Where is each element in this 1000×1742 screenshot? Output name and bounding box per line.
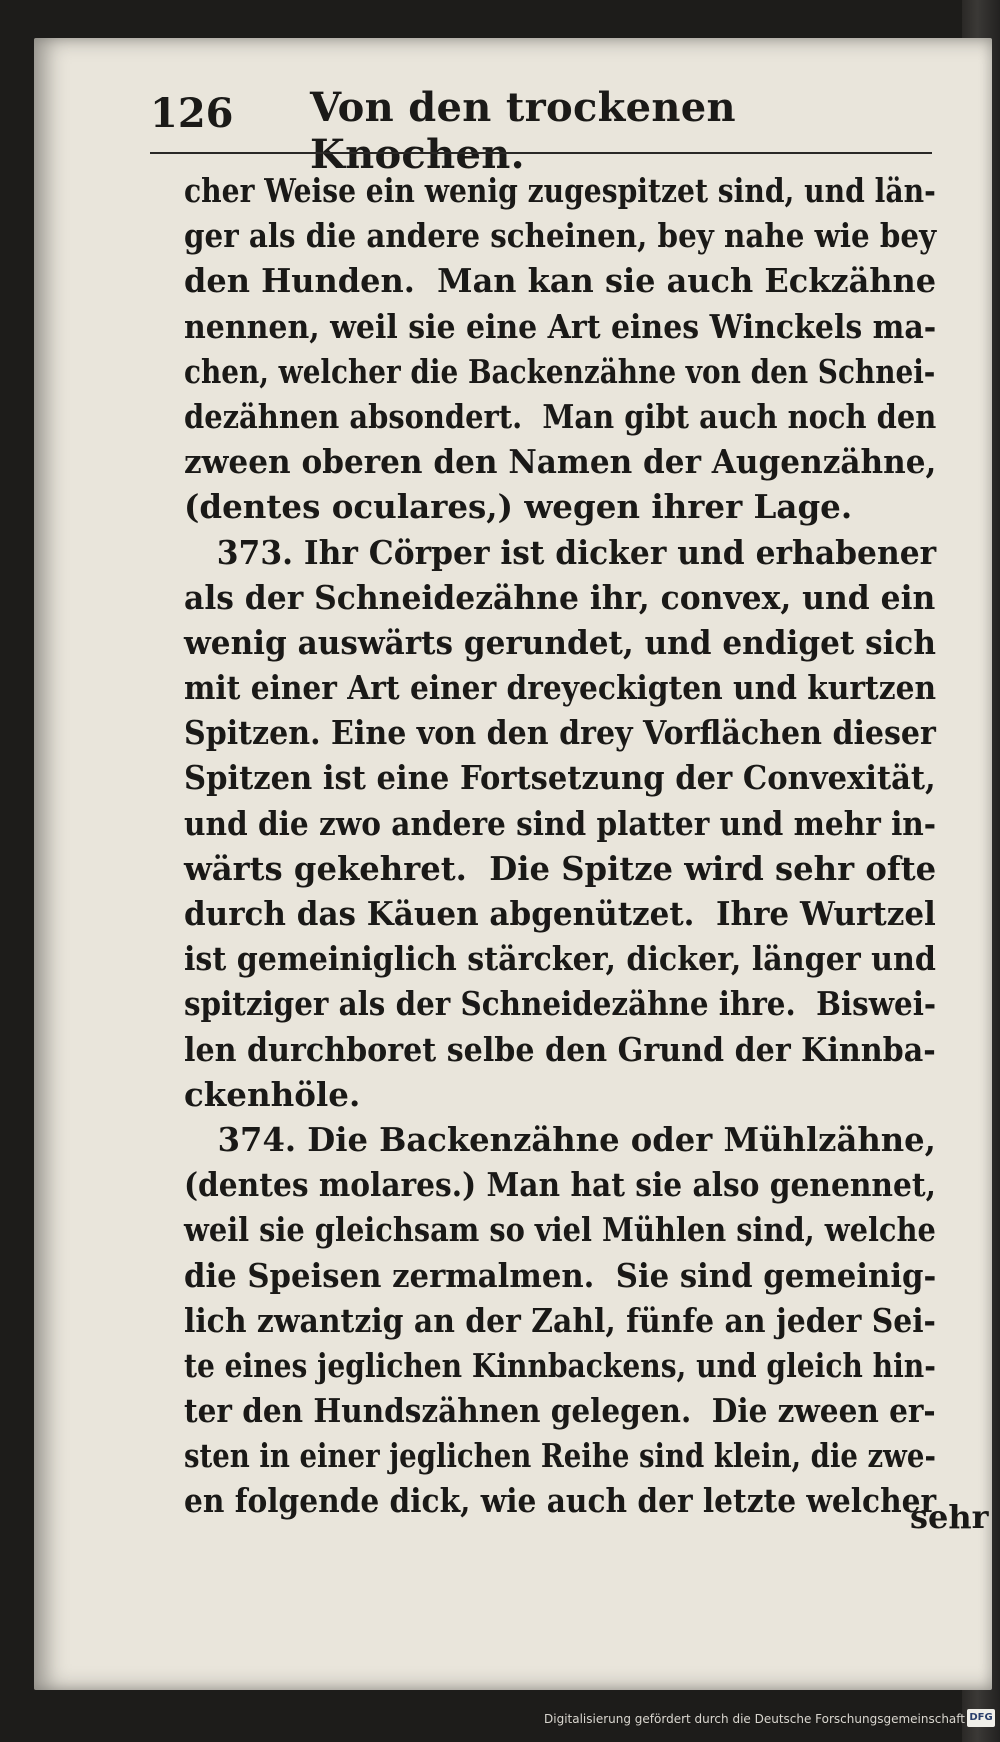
text-line: die Speisen zermalmen. Sie sind gemeinig- xyxy=(184,1255,937,1295)
text-line: dezähnen absondert. Man gibt auch noch den xyxy=(184,396,937,436)
text-line: nennen, weil sie eine Art eines Winckels ma- xyxy=(184,306,937,346)
text-line: Spitzen. Eine von den drey Vorflächen dieser xyxy=(184,713,936,753)
body-text xyxy=(184,168,958,1524)
catchword: sehr xyxy=(910,1498,989,1536)
page-header xyxy=(150,82,940,178)
text-line: spitziger als der Schneidezähne ihre. Biswei- xyxy=(184,984,937,1024)
text-line: 373. Ihr Cörper ist dicker und erhabener xyxy=(184,532,937,572)
text-line: als der Schneidezähne ihr, convex, und ein xyxy=(184,577,936,617)
text-line: (dentes molares.) Man hat sie also genennet, xyxy=(184,1165,936,1205)
text-line: und die zwo andere sind platter und mehr in- xyxy=(184,803,937,843)
text-line: den Hunden. Man kan sie auch Eckzähne xyxy=(184,261,937,301)
header-rule xyxy=(150,152,932,154)
text-line: mit einer Art einer dreyeckigten und kurtzen xyxy=(184,668,937,708)
text-line: weil sie gleichsam so viel Mühlen sind, welche xyxy=(184,1210,936,1250)
text-line: lich zwantzig an der Zahl, fünfe an jeder Sei- xyxy=(184,1300,936,1340)
digitization-credit: Digitalisierung gefördert durch die Deutsche Forschungsgemeinschaft xyxy=(544,1712,966,1726)
text-line: ist gemeiniglich stärcker, dicker, länger und xyxy=(184,939,936,979)
text-line: (dentes oculares,) wegen ihrer Lage. xyxy=(184,487,853,527)
text-line: te eines jeglichen Kinnbackens, und gleich hin- xyxy=(184,1345,936,1385)
text-line: wärts gekehret. Die Spitze wird sehr ofte xyxy=(184,848,937,888)
text-line: durch das Käuen abgenützet. Ihre Wurtzel xyxy=(184,894,936,933)
running-title: Von den trockenen Knochen. xyxy=(310,84,736,178)
page-number: 126 xyxy=(150,90,234,137)
text-line: sten in einer jeglichen Reihe sind klein, die zwe- xyxy=(184,1436,936,1476)
text-line: en folgende dick, wie auch der letzte welcher xyxy=(184,1481,937,1521)
text-line: wenig auswärts gerundet, und endiget sich xyxy=(184,622,936,662)
dfg-logo: DFG xyxy=(967,1709,995,1727)
text-line: ger als die andere scheinen, bey nahe wie bey xyxy=(184,216,937,256)
text-line: len durchboret selbe den Grund der Kinnba- xyxy=(184,1029,936,1069)
text-line: zween oberen den Namen der Augenzähne, xyxy=(184,442,937,482)
text-line: Spitzen ist eine Fortsetzung der Convexität, xyxy=(184,758,936,798)
text-line: ckenhöle. xyxy=(184,1074,361,1114)
text-line: 374. Die Backenzähne oder Mühlzähne, xyxy=(184,1119,936,1159)
text-line: cher Weise ein wenig zugespitzet sind, und län- xyxy=(184,171,936,210)
text-line: chen, welcher die Backenzähne von den Schnei- xyxy=(184,351,936,391)
text-line: ter den Hundszähnen gelegen. Die zween er- xyxy=(184,1391,936,1431)
